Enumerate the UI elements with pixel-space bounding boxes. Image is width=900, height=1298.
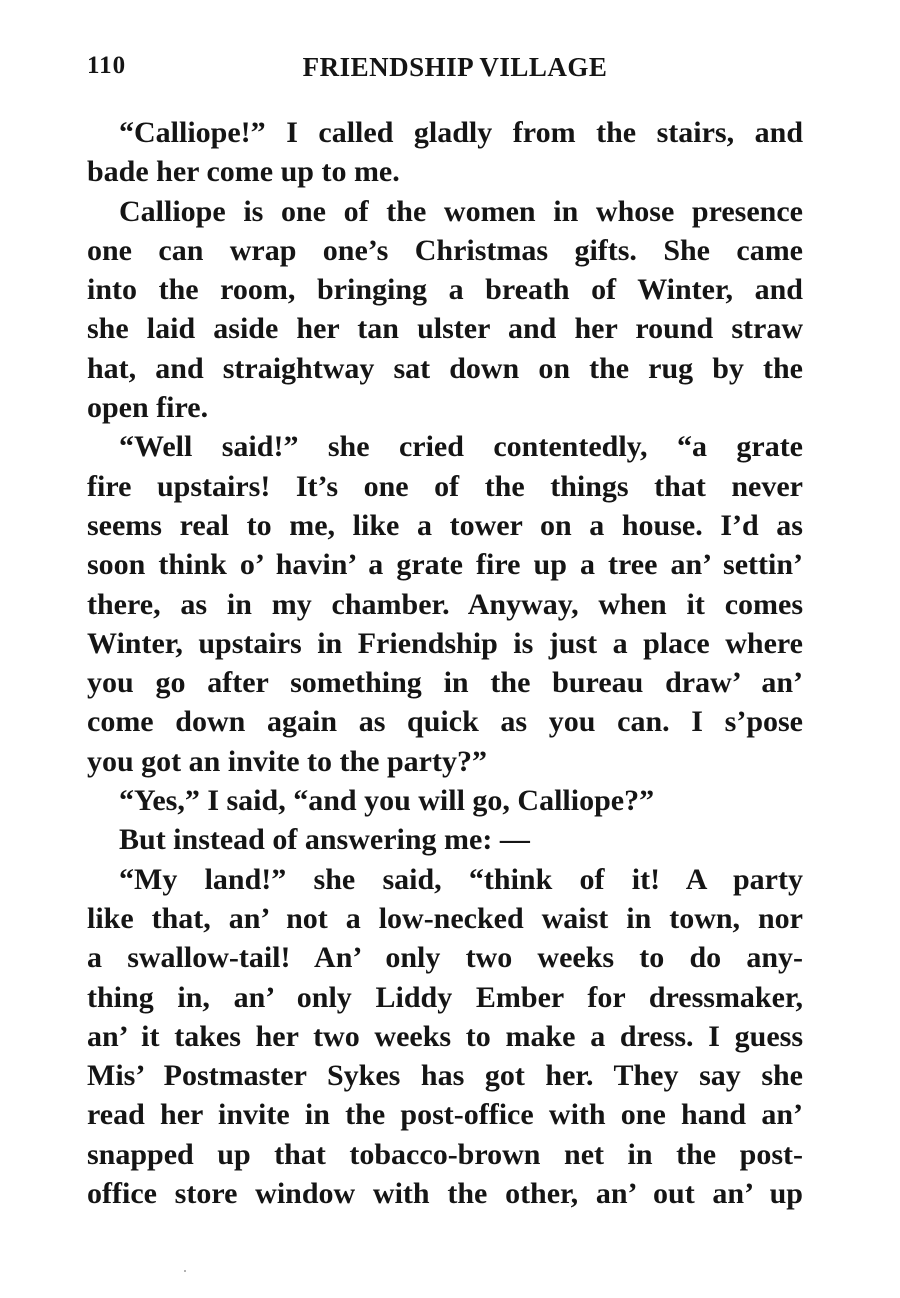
text-line: into the room, bringing a breath of Winter, and: [87, 273, 803, 307]
text-line: Mis’ Postmaster Sykes has got her. They say she: [87, 1059, 803, 1093]
text-line: Calliope is one of the women in whose presence: [119, 194, 803, 228]
text-line: one can wrap one’s Christmas gifts. She came: [87, 233, 803, 267]
text-line: office store window with the other, an’ out an’ up: [87, 1177, 803, 1211]
text-line: hat, and straightway sat down on the rug by the: [87, 351, 803, 385]
text-line: “Yes,” I said, “and you will go, Calliope?”: [119, 784, 655, 818]
text-line: “Calliope!” I called gladly from the stairs, and: [119, 116, 803, 149]
book-title: FRIENDSHIP VILLAGE: [302, 52, 608, 82]
text-line: seems real to me, like a tower on a house. I’d as: [87, 508, 803, 542]
text-line: fire upstairs! It’s one of the things that never: [87, 469, 803, 503]
text-line: there, as in my chamber. Anyway, when it comes: [87, 587, 803, 621]
text-line: a swallow-tail! An’ only two weeks to do any-: [87, 941, 803, 975]
text-line: like that, an’ not a low-necked waist in town, nor: [87, 901, 803, 935]
text-line: read her invite in the post-office with one hand an’: [87, 1098, 803, 1132]
text-line: Winter, upstairs in Friendship is just a place where: [87, 626, 803, 660]
text-line: you got an invite to the party?”: [87, 744, 487, 778]
text-line: “My land!” she said, “think of it! A party: [119, 862, 803, 896]
text-line: thing in, an’ only Liddy Ember for dressmaker,: [87, 980, 803, 1014]
text-line: you go after something in the bureau draw’ an’: [87, 666, 803, 700]
text-line: “Well said!” she cried contentedly, “a grate: [119, 430, 803, 464]
text-line: an’ it takes her two weeks to make a dress. I guess: [87, 1019, 803, 1053]
running-head: [87, 52, 803, 88]
text-line: she laid aside her tan ulster and her round straw: [87, 312, 803, 346]
page-number: 110: [87, 52, 127, 79]
text-line: come down again as quick as you can. I s’pose: [87, 705, 803, 739]
ink-speck: [184, 1270, 186, 1272]
text-line: open fire.: [87, 391, 209, 425]
text-line: soon think o’ havin’ a grate fire up a tree an’ settin’: [87, 548, 803, 582]
text-line: bade her come up to me.: [87, 155, 400, 189]
body-text: [87, 113, 803, 1213]
text-line: But instead of answering me: —: [119, 823, 530, 857]
text-line: snapped up that tobacco-brown net in the post-: [87, 1137, 803, 1171]
